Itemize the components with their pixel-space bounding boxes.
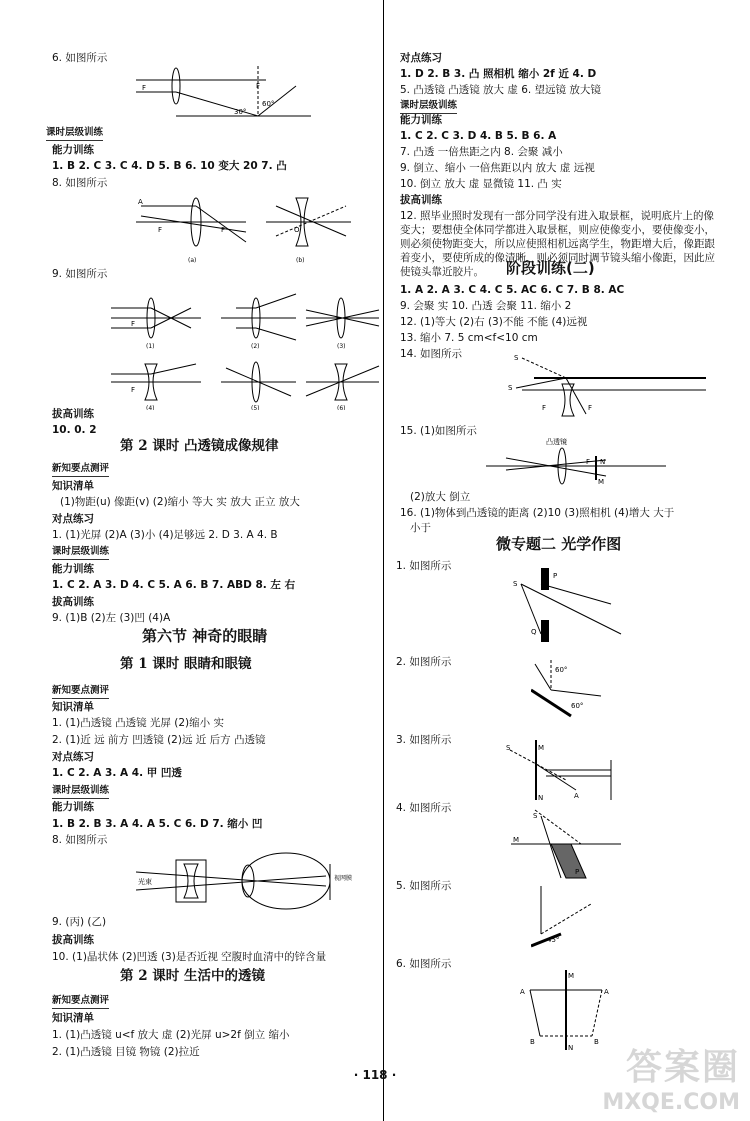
r-answer-12: 12. 照毕业照时发现有一部分同学没有进入取景框，说明底片上的像变大；要想使全体同学都进入取景框，则应使像变小，要使像变小，则必须使物距变大，所以应使照相机远离学生，物距增大后，像距跟着变小，要使所成的像清晰，则必须同时调节镜头缩小像距，因此应使镜头靠近胶片。 <box>400 210 715 278</box>
label-f-9: F <box>586 458 591 466</box>
p-item-3: 3. 如图所示 <box>396 734 452 746</box>
label-a-2: A <box>574 792 579 800</box>
answers-10: 9. (丙) (乙) <box>52 916 107 928</box>
label-n-3: N <box>568 1044 574 1050</box>
label-p-2: P <box>575 868 580 876</box>
answers-11: 10. (1)晶状体 (2)凹透 (3)是否近视 空腹时血清中的锌含量 <box>52 951 327 963</box>
label-45: 45° <box>547 936 560 944</box>
item-6: 6. 如图所示 <box>52 52 108 64</box>
label-m-2: M <box>538 744 545 752</box>
nengli-2: 能力训练 <box>52 563 94 575</box>
answers-7: 2. (1)近 远 前方 凹透镜 (2)远 近 后方 凸透镜 <box>52 734 266 746</box>
bagao-2: 拔高训练 <box>52 596 94 608</box>
r-answers-13: 小于 <box>410 522 431 534</box>
figure-6-reflection <box>136 66 316 124</box>
r-item-15: 15. (1)如图所示 <box>400 425 477 437</box>
nengli-1: 能力训练 <box>52 144 94 156</box>
label-f-5: F <box>131 320 136 328</box>
answers-6: 1. (1)凸透镜 凸透镜 光屏 (2)缩小 实 <box>52 717 224 729</box>
r-answers-6: 10. 倒立 放大 虚 显微镜 11. 凸 实 <box>400 178 562 190</box>
p-item-4: 4. 如图所示 <box>396 802 452 814</box>
tag-keshi-2: 课时层级训练 <box>52 545 109 560</box>
r-answers-4: 7. 凸透 一倍焦距之内 8. 会聚 减小 <box>400 146 563 158</box>
r-answers-8: 9. 会聚 实 10. 凸透 会聚 11. 缩小 2 <box>400 300 572 312</box>
label-60-3: 60° <box>571 702 584 710</box>
bagao-3: 拔高训练 <box>52 934 94 946</box>
bagao-1: 拔高训练 <box>52 408 94 420</box>
answers-4: 1. C 2. A 3. D 4. C 5. A 6. B 7. ABD 8. 左 右 <box>52 579 296 591</box>
answers-12: 1. (1)凸透镜 u<f 放大 虚 (2)光屏 u>2f 倒立 缩小 <box>52 1029 290 1041</box>
r-answers-1: 1. D 2. B 3. 凸 照相机 缩小 2f 近 4. D <box>400 68 597 80</box>
label-30: 30° <box>234 108 247 116</box>
r-answers-12: 16. (1)物体到凸透镜的距离 (2)10 (3)照相机 (4)增大 大于 <box>400 507 675 519</box>
label-f-8: F <box>588 404 593 412</box>
heading-micro-topic: 微专题二 光学作图 <box>496 535 622 553</box>
answers-13: 2. (1)凸透镜 目镜 物镜 (2)拉近 <box>52 1046 200 1058</box>
heading-lesson-1b: 第 1 课时 眼睛和眼镜 <box>120 656 252 672</box>
p-item-6: 6. 如图所示 <box>396 958 452 970</box>
watermark-line2: MXQE.COM <box>602 1090 740 1115</box>
label-s-2: S <box>513 580 518 588</box>
label-a-prime: A <box>604 988 609 996</box>
duidian-2: 对点练习 <box>52 751 94 763</box>
tag-keshi-r: 课时层级训练 <box>400 99 457 114</box>
bagao-r: 拔高训练 <box>400 194 442 206</box>
watermark <box>602 1039 740 1115</box>
r-item-14: 14. 如图所示 <box>400 348 463 360</box>
item-9: 9. 如图所示 <box>52 268 108 280</box>
label-s: S <box>508 384 513 392</box>
label-n1: (1) <box>146 343 155 350</box>
tag-xinzhi-1: 新知要点测评 <box>52 462 109 477</box>
label-b-fig: (b) <box>296 257 305 264</box>
r-answers-7: 1. A 2. A 3. C 4. C 5. AC 6. C 7. B 8. AC <box>400 284 625 296</box>
zhishi-2: 知识清单 <box>52 701 94 713</box>
label-m: M <box>598 478 605 486</box>
label-o: O <box>294 226 300 234</box>
figure-9-six-lenses <box>101 292 381 410</box>
label-n6: (6) <box>337 405 346 410</box>
label-m-3: M <box>513 836 520 844</box>
heading-section-6: 第六节 神奇的眼睛 <box>142 627 268 645</box>
p-item-5: 5. 如图所示 <box>396 880 452 892</box>
figure-15 <box>486 436 706 488</box>
label-60-2: 60° <box>555 666 568 674</box>
label-s-3: S <box>506 744 511 752</box>
label-b-prime: B <box>594 1038 599 1046</box>
label-n: N <box>600 458 606 466</box>
label-m-4: M <box>568 972 575 980</box>
label-a: A <box>138 198 143 206</box>
label-s-prime: S <box>514 354 519 362</box>
label-f-3: F <box>158 226 163 234</box>
figure-p4 <box>511 808 631 882</box>
figure-p2 <box>531 660 621 724</box>
watermark-line1: 答案圈 <box>625 1047 740 1088</box>
answers-2: (1)物距(u) 像距(v) (2)缩小 等大 实 放大 正立 放大 <box>60 496 300 508</box>
r-answers-3: 1. C 2. C 3. D 4. B 5. B 6. A <box>400 130 557 142</box>
heading-lesson-2b: 第 2 课时 生活中的透镜 <box>120 968 265 984</box>
answers-3: 1. (1)光屏 (2)A (3)小 (4)足够远 2. D 3. A 4. B <box>52 529 278 541</box>
label-convex: 凸透镜 <box>546 438 567 446</box>
answers-9: 1. B 2. B 3. A 4. A 5. C 6. D 7. 缩小 凹 <box>52 818 263 830</box>
duidian-1: 对点练习 <box>52 513 94 525</box>
p-item-2: 2. 如图所示 <box>396 656 452 668</box>
label-q: Q <box>531 628 537 636</box>
figure-p3 <box>506 740 616 802</box>
label-b: B <box>530 1038 535 1046</box>
label-f-2: F <box>256 82 261 90</box>
tag-xinzhi-2: 新知要点测评 <box>52 684 109 699</box>
label-a-3: A <box>520 988 525 996</box>
figure-14 <box>506 354 716 420</box>
answers-1: 1. B 2. C 3. C 4. D 5. B 6. 10 变大 20 7. 凸 <box>52 160 287 172</box>
page-number: · 118 · <box>353 1068 397 1082</box>
label-n3: (3) <box>337 343 346 350</box>
item-8b: 8. 如图所示 <box>52 834 108 846</box>
nengli-3: 能力训练 <box>52 801 94 813</box>
answers-5: 9. (1)B (2)左 (3)凹 (4)A <box>52 612 171 624</box>
label-n4: (4) <box>146 405 155 410</box>
zhishi-1: 知识清单 <box>52 480 94 492</box>
figure-8-lenses <box>136 192 356 264</box>
r-answers-2: 5. 凸透镜 凸透镜 放大 虚 6. 望远镜 放大镜 <box>400 84 601 96</box>
nengli-r: 能力训练 <box>400 114 442 126</box>
figure-eye <box>136 850 356 912</box>
label-n2: (2) <box>251 343 260 350</box>
figure-p5 <box>531 884 611 950</box>
item-8: 8. 如图所示 <box>52 177 108 189</box>
label-n-2: N <box>538 794 544 802</box>
tag-xinzhi-3: 新知要点测评 <box>52 994 109 1009</box>
label-f: F <box>142 84 147 92</box>
figure-p6 <box>516 970 616 1050</box>
duidian-r: 对点练习 <box>400 52 442 64</box>
tag-keshi-1: 课时层级训练 <box>46 126 103 141</box>
label-60: 60° <box>262 100 275 108</box>
label-p: P <box>553 572 558 580</box>
r-answers-10: 13. 缩小 7. 5 cm<f<10 cm <box>400 332 538 344</box>
label-light: 光束 <box>138 878 152 886</box>
r-answers-9: 12. (1)等大 (2)右 (3)不能 不能 (4)远视 <box>400 316 588 328</box>
answer-10: 10. 0. 2 <box>52 424 97 436</box>
answers-8: 1. C 2. A 3. A 4. 甲 凹透 <box>52 767 182 779</box>
label-a-fig: (a) <box>188 257 197 264</box>
label-s-4: S <box>533 812 538 820</box>
column-divider <box>383 0 384 1121</box>
p-item-1: 1. 如图所示 <box>396 560 452 572</box>
label-f-6: F <box>131 386 136 394</box>
label-retina: 视网膜 <box>334 875 353 882</box>
label-n5: (5) <box>251 405 260 410</box>
heading-stage-2: 阶段训练(二) <box>506 259 595 277</box>
r-answers-11: (2)放大 倒立 <box>410 491 471 503</box>
figure-p1 <box>511 564 631 648</box>
zhishi-3: 知识清单 <box>52 1012 94 1024</box>
label-f-7: F <box>542 404 547 412</box>
heading-lesson-2: 第 2 课时 凸透镜成像规律 <box>120 438 279 454</box>
r-answers-5: 9. 倒立、缩小 一倍焦距以内 放大 虚 远视 <box>400 162 595 174</box>
label-f-4: F <box>221 226 226 234</box>
tag-keshi-3: 课时层级训练 <box>52 784 109 799</box>
